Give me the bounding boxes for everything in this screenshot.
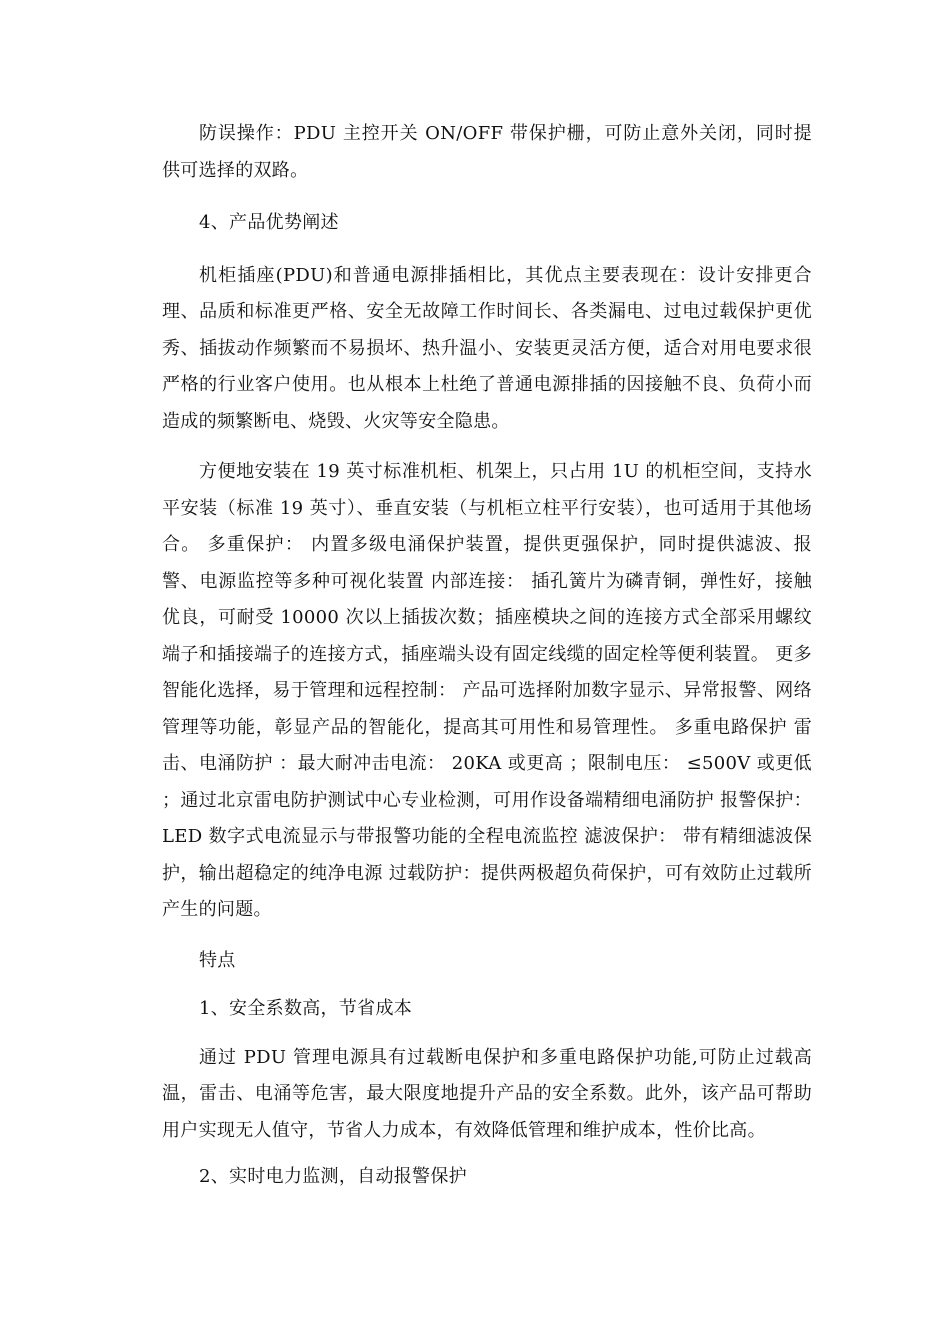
paragraph-advantages-comparison: 机柜插座(PDU)和普通电源排插相比，其优点主要表现在：设计安排更合理、品质和标准更严格、安全无故障工作时间长、各类漏电、过电过载保护更优秀、插拔动作频繁而不易损坏、热升温小、安装更灵活方便，适合对用电要求很严格的行业客户使用。也从根本上杜绝了普通电源排插的因接触不良、负荷小而造成的频繁断电、烧毁、火灾等安全隐患。: [162, 264, 812, 432]
heading-features: 特点: [199, 949, 236, 971]
paragraph-installation-and-protection: 方便地安装在 19 英寸标准机柜、机架上，只占用 1U 的机柜空间，支持水平安装（标准 19 英寸）、垂直安装（与机柜立柱平行安装），也可适用于其他场合。 多重保护： 内置多级电涌保护装置，提供更强保护，同时提供滤波、报警、电源监控等多种可视化装置 内部连接： 插孔簧片为磷青铜，弹性好，接触优良，可耐受 10000 次以上插拔次数；插座模块之间的连接方式全部采用螺纹端子和插接端子的连接方式，插座端头设有固定线缆的固定栓等便利装置。 更多智能化选择，易于管理和远程控制： 产品可选择附加数字显示、异常报警、网络管理等功能，彰显产品的智能化，提高其可用性和易管理性。 多重电路保护 雷击、电涌防护 ：最大耐冲击电流： 20KA 或更高 ；限制电压： ≤500V 或更低 ；通过北京雷电防护测试中心专业检测，可用作设备端精细电涌防护 报警保护：LED 数字式电流显示与带报警功能的全程电流监控 滤波保护： 带有精细滤波保护，输出超稳定的纯净电源 过载防护：提供两极超负荷保护，可有效防止过载所产生的问题。: [162, 461, 812, 920]
document-body: [162, 116, 812, 1196]
heading-feature-safety: 1、安全系数高，节省成本: [199, 998, 413, 1019]
heading-product-advantages: 4、产品优势阐述: [199, 212, 339, 233]
paragraph-feature-safety: 通过 PDU 管理电源具有过载断电保护和多重电路保护功能,可防止过载高温，雷击、电涌等危害，最大限度地提升产品的安全系数。此外，该产品可帮助用户实现无人值守，节省人力成本，有效降低管理和维护成本，性价比高。: [162, 1046, 812, 1141]
paragraph-misoperation-protection: 防误操作：PDU 主控开关 ON/OFF 带保护栅，可防止意外关闭，同时提供可选择的双路。: [162, 123, 812, 181]
heading-feature-monitoring: 2、实时电力监测，自动报警保护: [199, 1166, 467, 1187]
